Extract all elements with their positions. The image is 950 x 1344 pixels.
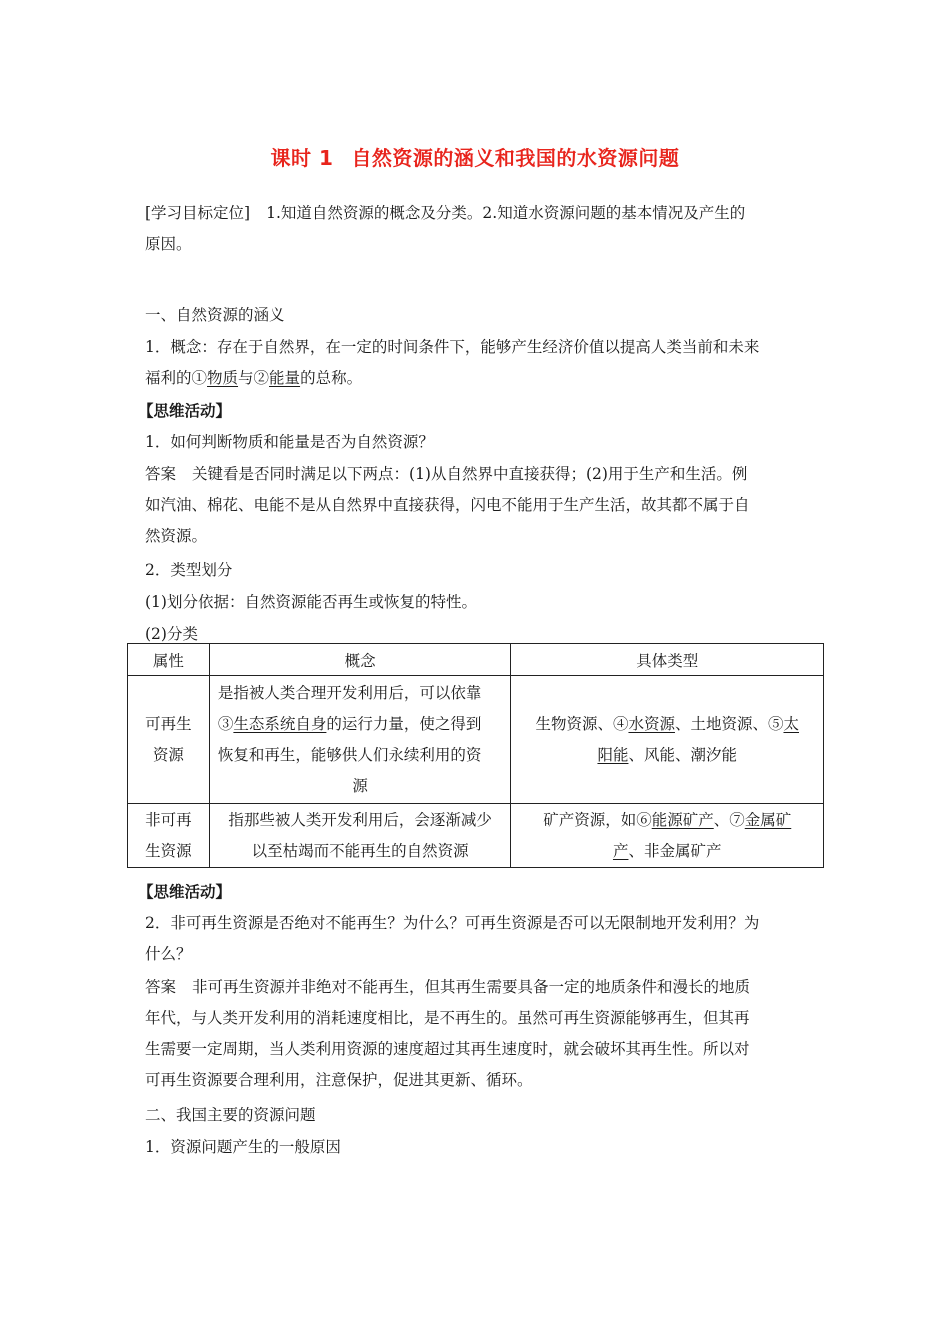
types-text: 生物资源、④ xyxy=(535,714,629,733)
answer-line-3: 然资源。 xyxy=(145,527,208,545)
blank-answer-4: 水资源 xyxy=(628,714,675,733)
types-heading: 2．类型划分 xyxy=(145,561,233,579)
row-renewable-types xyxy=(511,676,824,804)
row-renewable-concept xyxy=(209,676,511,804)
table-header-row xyxy=(128,644,824,676)
goals-line-1: 1.知道自然资源的概念及分类。2.知道水资源问题的基本情况及产生的 xyxy=(266,204,746,222)
answer-line-4: 可再生资源要合理利用，注意保护，促进其更新、循环。 xyxy=(145,1071,533,1089)
attr-line: 生资源 xyxy=(145,841,192,860)
row-nonrenewable-types xyxy=(511,804,824,868)
table-row xyxy=(128,804,824,868)
types-text: 矿产资源，如⑥ xyxy=(543,810,652,829)
blank-answer-1: 物质 xyxy=(207,369,239,387)
answer-line-1: 非可再生资源并非绝对不能再生，但其再生需要具备一定的地质条件和漫长的地质 xyxy=(192,978,751,996)
concept-line: 的运行力量，使之得到 xyxy=(326,714,482,733)
blank-answer-6: 能源矿产 xyxy=(651,810,714,829)
concept-line: 是指被人类合理开发利用后，可以依靠 xyxy=(217,683,482,702)
concept-line-1: 1．概念：存在于自然界，在一定的时间条件下，能够产生经济价值以提高人类当前和未来 xyxy=(145,338,760,356)
row-nonrenewable-attribute xyxy=(128,804,210,868)
page-title xyxy=(0,142,950,171)
section-2-item-1: 1．资源问题产生的一般原因 xyxy=(145,1138,341,1156)
types-text: 、土地资源、⑤ xyxy=(674,714,784,733)
concept-line: 源 xyxy=(352,776,368,795)
header-types: 具体类型 xyxy=(511,644,824,676)
concept-line: 指那些被人类开发利用后，会逐渐减少 xyxy=(228,810,492,829)
concept-line: 以至枯竭而不能再生的自然资源 xyxy=(251,841,469,860)
activity-2-answer xyxy=(145,972,813,1096)
resource-classification-table xyxy=(127,643,824,868)
row-renewable-attribute xyxy=(128,676,210,804)
concept-text: 的总称。 xyxy=(300,369,363,387)
table-row xyxy=(128,676,824,804)
activity-1-answer xyxy=(145,459,813,552)
header-attribute: 属性 xyxy=(128,644,210,676)
goals-label: [学习目标定位] xyxy=(145,204,251,222)
row-nonrenewable-concept xyxy=(209,804,511,868)
question-line-1: 2．非可再生资源是否绝对不能再生？为什么？可再生资源是否可以无限制地开发利用？为 xyxy=(145,914,760,932)
blank-answer-2: 能量 xyxy=(269,369,301,387)
blank-answer-5b: 阳能 xyxy=(597,745,629,764)
blank-answer-5a: 太 xyxy=(783,714,799,733)
header-concept: 概念 xyxy=(209,644,511,676)
answer-line-2: 如汽油、棉花、电能不是从自然界中直接获得，闪电不能用于生产生活，故其都不属于自 xyxy=(145,496,750,514)
blank-answer-7b: 产 xyxy=(612,841,629,860)
goals-line-2: 原因。 xyxy=(145,235,192,253)
concept-line: 恢复和再生，能够供人们永续利用的资 xyxy=(217,745,482,764)
concept-paragraph xyxy=(145,332,813,394)
activity-1-heading: 【思维活动】 xyxy=(138,401,232,420)
lesson-number: 课时 1 xyxy=(270,146,334,170)
attr-line: 可再生 xyxy=(145,714,192,733)
types-text: 、非金属矿产 xyxy=(628,841,722,860)
concept-text: 与② xyxy=(238,369,270,387)
blank-answer-7a: 金属矿 xyxy=(744,810,792,829)
concept-line: ③ xyxy=(217,714,234,733)
activity-2-heading: 【思维活动】 xyxy=(138,882,232,901)
section-1-heading: 一、自然资源的涵义 xyxy=(145,306,285,324)
attr-line: 资源 xyxy=(152,745,184,764)
learning-goals xyxy=(145,198,813,260)
types-classify: (2)分类 xyxy=(145,625,198,643)
activity-1-question: 1．如何判断物质和能量是否为自然资源？ xyxy=(145,433,434,451)
answer-line-2: 年代，与人类开发利用的消耗速度相比，是不再生的。虽然可再生资源能够再生，但其再 xyxy=(145,1009,750,1027)
answer-label: 答案 xyxy=(145,465,177,483)
lesson-topic: 自然资源的涵义和我国的水资源问题 xyxy=(351,146,680,170)
question-line-2: 什么？ xyxy=(145,945,192,963)
answer-label: 答案 xyxy=(145,978,177,996)
answer-line-1: 关键看是否同时满足以下两点：(1)从自然界中直接获得；(2)用于生产和生活。例 xyxy=(192,465,748,483)
types-text: 、⑦ xyxy=(713,810,745,829)
blank-answer-3: 生态系统自身 xyxy=(233,714,327,733)
activity-2-question xyxy=(145,908,813,970)
types-text: 、风能、潮汐能 xyxy=(628,745,737,764)
section-2-heading: 二、我国主要的资源问题 xyxy=(145,1106,316,1124)
attr-line: 非可再 xyxy=(145,810,192,829)
answer-line-3: 生需要一定周期，当人类利用资源的速度超过其再生速度时，就会破坏其再生性。所以对 xyxy=(145,1040,750,1058)
types-basis: (1)划分依据：自然资源能否再生或恢复的特性。 xyxy=(145,593,477,611)
concept-text: 福利的① xyxy=(145,369,208,387)
